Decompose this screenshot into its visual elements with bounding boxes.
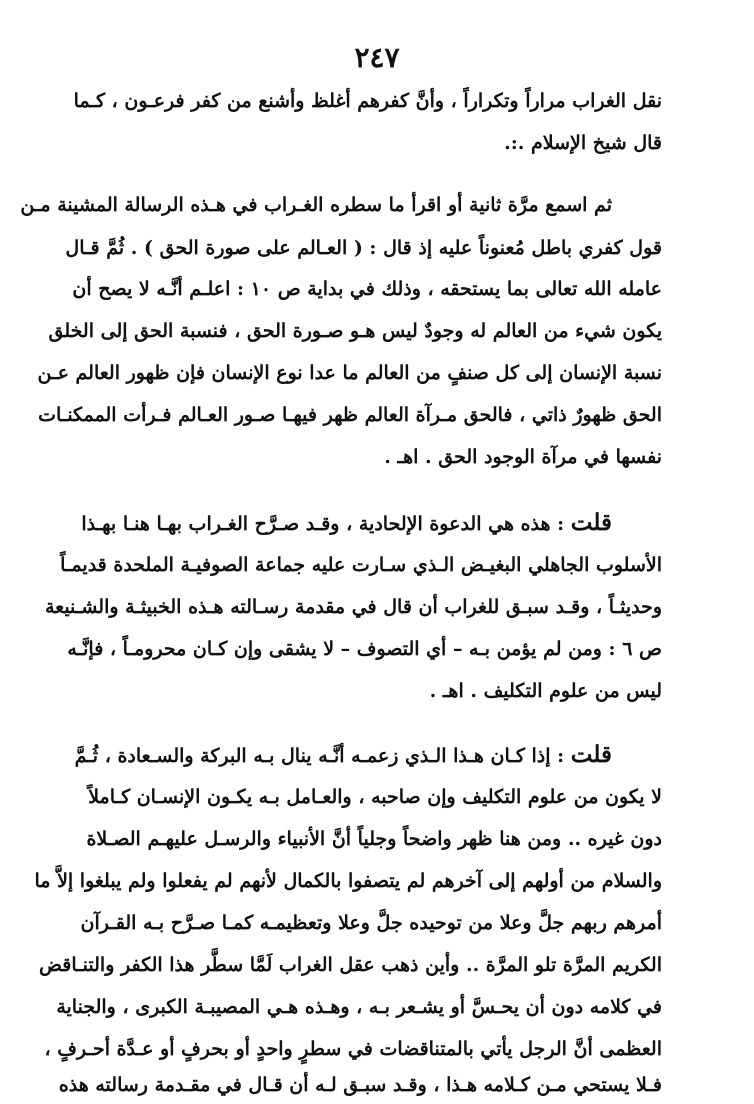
qult-heading: قلت [570,509,612,536]
text-line: دون غيره .. ومن هنا ظهر واضحاً وجلياً أنَّ الأنبياء والرسـل عليهـم الصـلاة [86,828,662,850]
text-line: نفسها في مرآة الوجود الحق . اهـ . [384,446,662,468]
text-line: ثم اسمع مرَّة ثانية أو اقرأ ما سطره الغـراب في هـذه الرسالة المشينة مـن [20,194,612,216]
qult-line [74,740,612,771]
text-line: لا يكون من علوم التكليف وإن صاحبه ، والعـامل بـه يكـون الإنسـان كـاملاً [88,786,662,808]
page-number: ٢٤٧ [354,41,400,74]
text-line: ص ٦ : ومن لم يؤمن بـه – أي التصوف – لا يشقى وإن كـان محرومـاً ، فإنَّـه [67,638,662,660]
text-line: وحديثـاً ، وقـد سبـق للغراب أن قال في مقدمة رسـالته هـذه الخبيثـة والشـنيعة [44,596,662,618]
text-line: العظمى أنَّ الرجل يأتي بالمتناقضات في سطرٍ واحدٍ أو بحرفٍ أو عـدَّة أحـرفٍ ، [44,1038,662,1060]
text-line: والسلام من أولهم إلى آخرهم لم يتصفوا بالكمال لأنهم لم يفعلوا ولم يبلغوا إلاَّ ما [34,870,662,892]
qult-heading: قلت [570,741,612,768]
text-line: عامله الله تعالى بما يستحقه ، وذلك في بداية ص ١٠ : اعلـم أنَّـه لا يصح أن [72,278,662,300]
text-line: الأسلوب الجاهلي البغيـض الـذي سـارت عليه جماعة الصوفيـة الملحدة قديمـاً [60,554,662,576]
text-span: : إذا كـان هـذا الـذي زعمـه أنَّـه ينال بـه البركة والسـعادة ، ثُـمَّ [74,745,565,767]
text-line: في كلامه دون أن يحـسَّ أو يشـعر بـه ، وهـذه هـي المصيبـة الكبرى ، والجناية [56,996,662,1018]
text-line: نسبة الإنسان إلى كل صنفٍ من العالم ما عدا نوع الإنسان فإن ظهور العالم عـن [37,362,662,384]
text-line: الكريم المرَّة تلو المرَّة .. وأين ذهب عقل الغراب لَمَّا سطَّر هذا الكفر والتنـاقض [38,954,662,976]
text-line: أمرهم ربهم جلَّ وعلا من توحيده جلَّ وعلا وتعظيمـه كمـا صـرَّح بـه القـرآن [80,912,662,934]
text-line: قول كفري باطل مُعنوناً عليه إذ قال : ( العـالم على صورة الحق ) . ثُمَّ قـال [65,237,662,259]
text-line: فـلا يستحي مـن كـلامه هـذا ، وقـد سبـق لـه أن قـال في مقـدمة رسالته هذه [58,1074,662,1096]
qult-line [81,508,612,539]
text-line: ليس من علوم التكليف . اهـ . [429,680,662,702]
text-span: : هذه هي الدعوة الإلحادية ، وقـد صـرَّح الغـراب بهـا هنـا بهـذا [81,513,565,535]
text-line: قال شيخ الإسلام .:. [504,132,662,154]
text-line: نقل الغراب مراراً وتكراراً ، وأنَّ كفرهم أغلظ وأشنع من كفر فرعـون ، كـما [73,90,662,112]
text-line: الحق ظهورٌ ذاتي ، فالحق مـرآة العالم ظهر فيهـا صـور العـالم فـرأت الممكنـات [38,404,662,426]
text-line: يكون شيء من العالم له وجودٌ ليس هـو صـورة الحق ، فنسبة الحق إلى الخلق [48,320,662,342]
